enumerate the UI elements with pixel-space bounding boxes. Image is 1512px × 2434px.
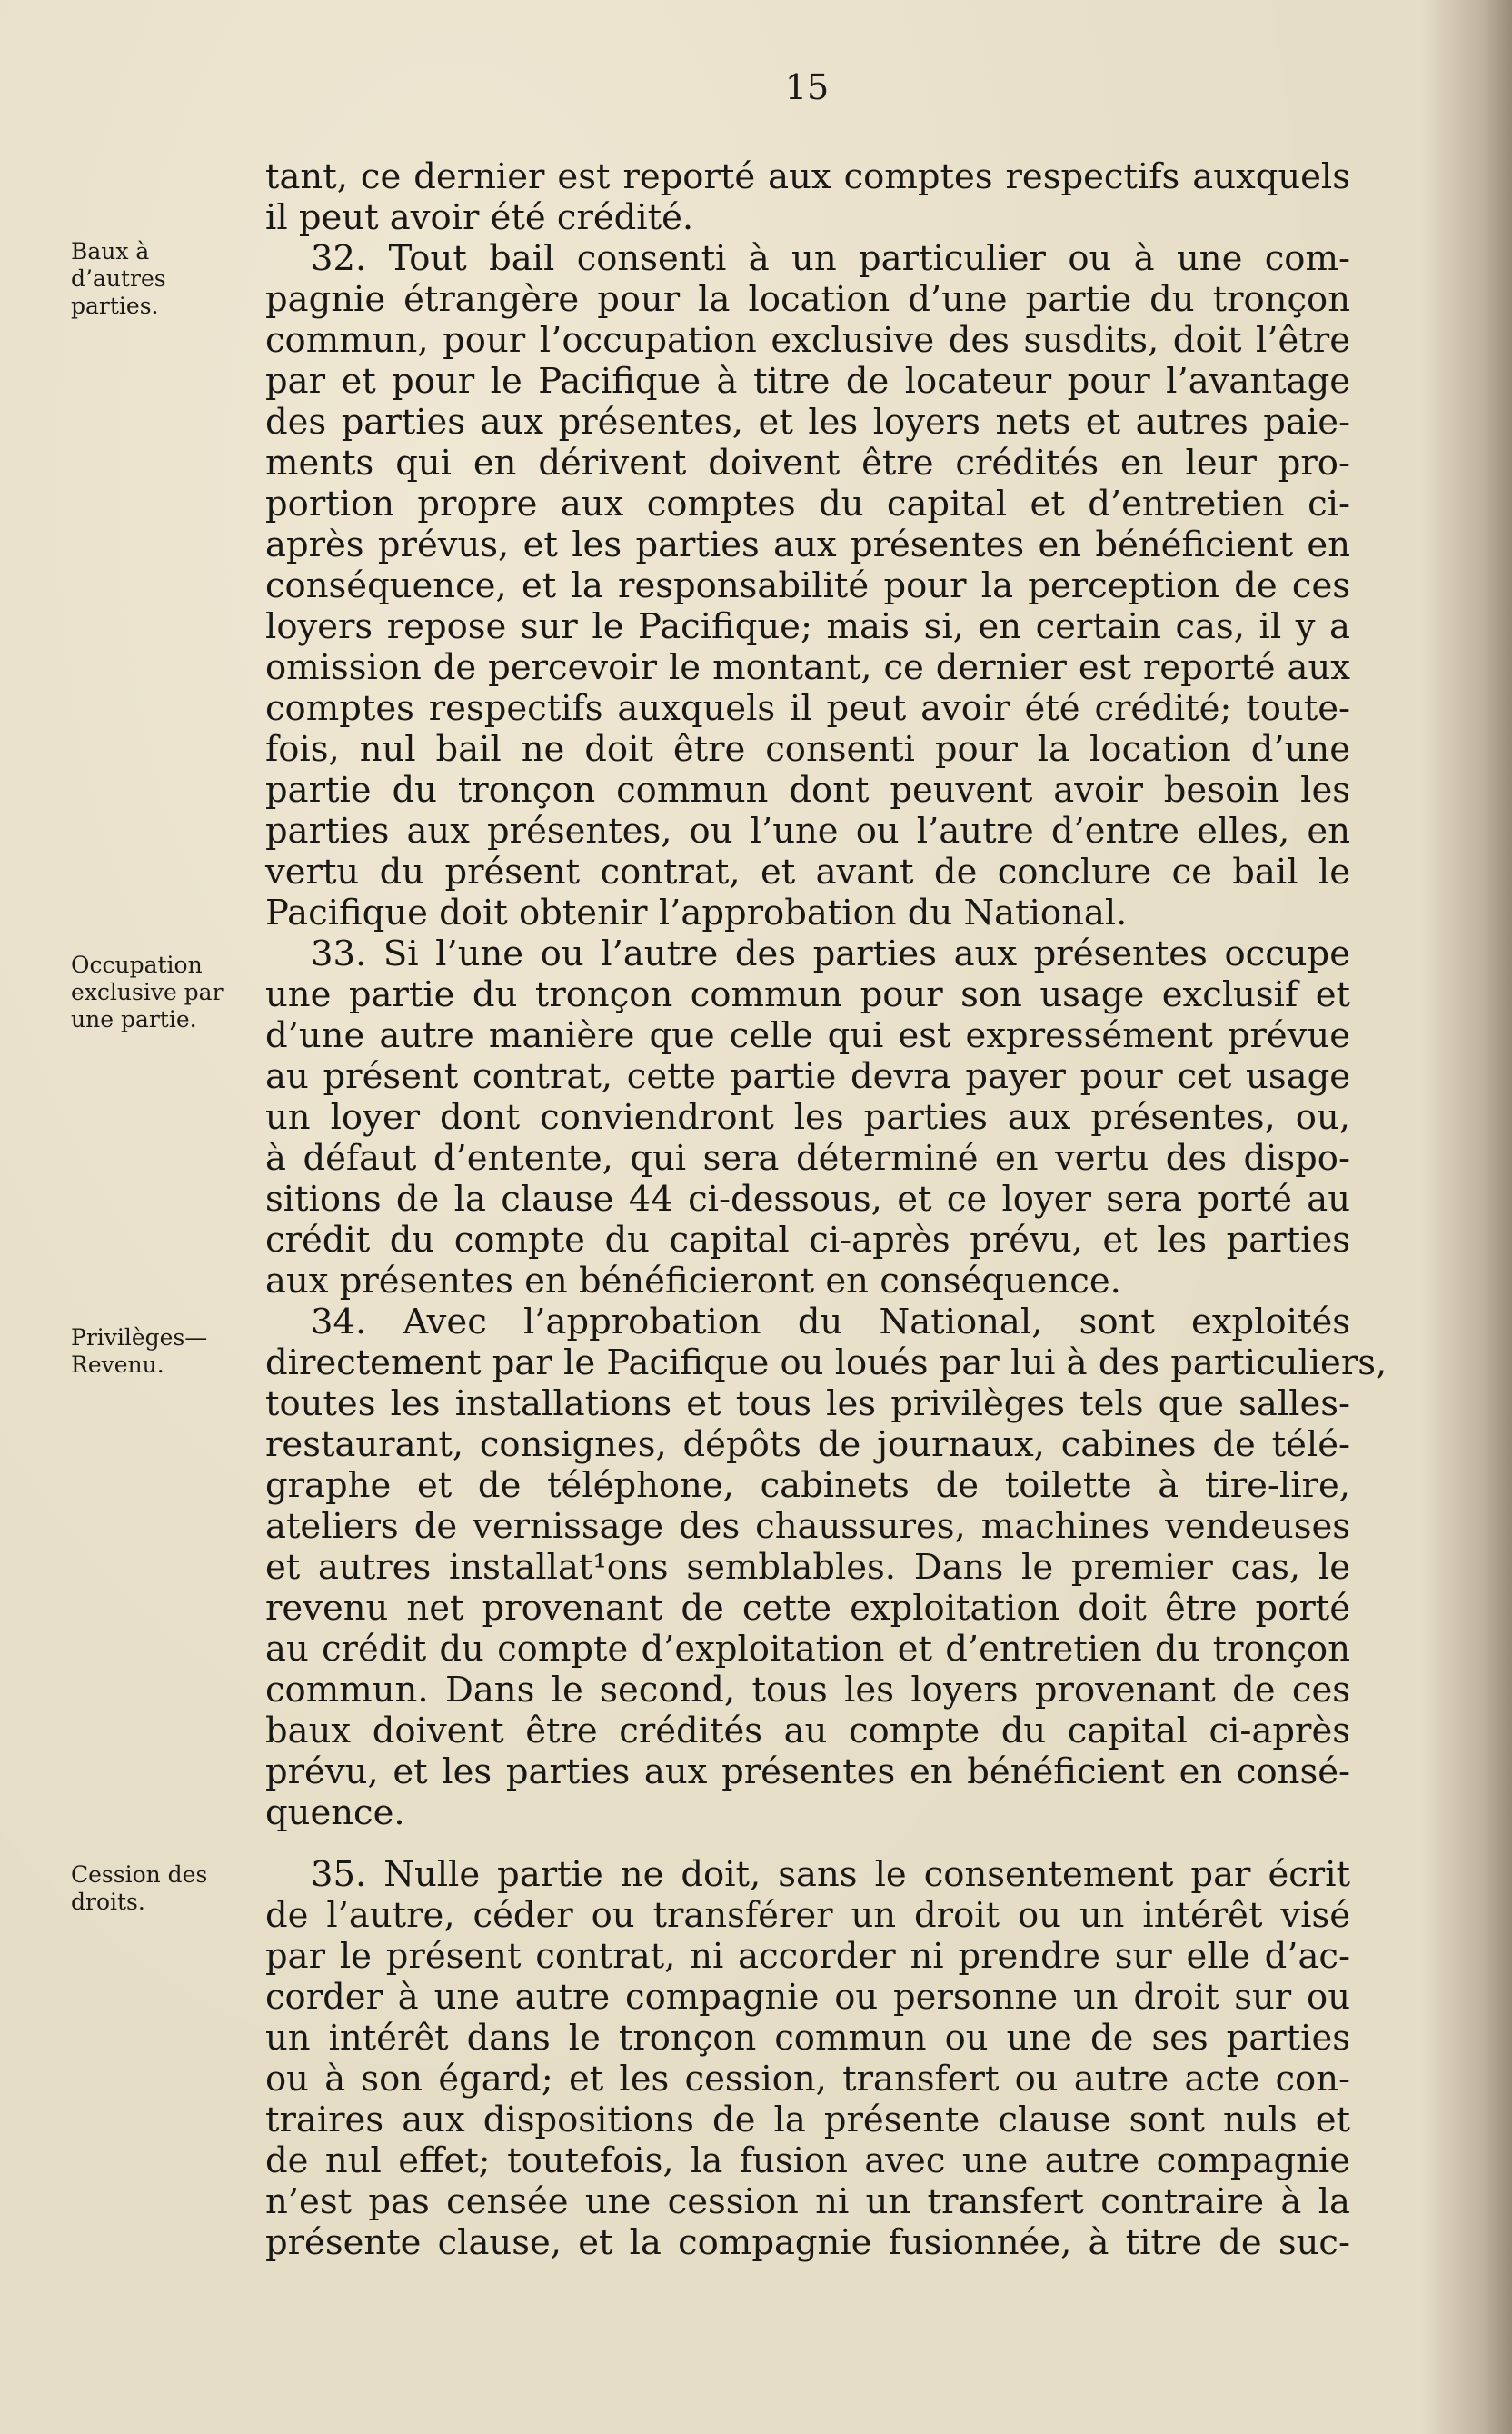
text-line: ments qui en dérivent doivent être crédités en leur pro- bbox=[265, 443, 1350, 484]
text-line: revenu net provenant de cette exploitation doit être porté bbox=[265, 1588, 1350, 1629]
text-line: restaurant, consignes, dépôts de journaux, cabines de télé- bbox=[265, 1424, 1350, 1465]
text-line: fois, nul bail ne doit être consenti pour la location d’une bbox=[265, 729, 1350, 770]
margin-note-line: une partie. bbox=[71, 1006, 197, 1032]
text-line: tant, ce dernier est reporté aux comptes respectifs auxquels bbox=[265, 156, 1350, 197]
text-line: Pacifique doit obtenir l’approbation du National. bbox=[265, 893, 1128, 933]
text-line: corder à une autre compagnie ou personne un droit sur ou bbox=[265, 1977, 1350, 2018]
text-line: 33. Si l’une ou l’autre des parties aux présentes occupe bbox=[311, 933, 1350, 974]
text-line: sitions de la clause 44 ci-dessous, et ce loyer sera porté au bbox=[265, 1179, 1350, 1220]
text-line: 32. Tout bail consenti à un particulier ou à une com- bbox=[311, 238, 1350, 279]
margin-note-line: Cession des bbox=[71, 1861, 208, 1888]
text-line: après prévus, et les parties aux présentes en bénéficient en bbox=[265, 524, 1350, 565]
text-line: baux doivent être crédités au compte du capital ci-après bbox=[265, 1711, 1350, 1751]
margin-note-line: parties. bbox=[71, 293, 159, 319]
text-line: par et pour le Pacifique à titre de locateur pour l’avantage bbox=[265, 361, 1350, 402]
text-line: directement par le Pacifique ou loués par lui à des particuliers, bbox=[265, 1342, 1388, 1383]
text-line: à défaut d’entente, qui sera déterminé en vertu des dispo- bbox=[265, 1138, 1350, 1179]
margin-note-line: Baux à bbox=[71, 238, 150, 264]
text-line: 35. Nulle partie ne doit, sans le consentement par écrit bbox=[311, 1854, 1350, 1895]
text-line: il peut avoir été crédité. bbox=[265, 197, 694, 238]
text-line: prévu, et les parties aux présentes en bénéficient en consé- bbox=[265, 1751, 1350, 1792]
text-line: de nul effet; toutefois, la fusion avec une autre compagnie bbox=[265, 2140, 1350, 2181]
page-number: 15 bbox=[784, 67, 830, 107]
text-line: commun, pour l’occupation exclusive des susdits, doit l’être bbox=[265, 320, 1350, 361]
margin-note-line: droits. bbox=[71, 1889, 145, 1915]
text-line: un loyer dont conviendront les parties aux présentes, ou, bbox=[265, 1097, 1350, 1138]
margin-note-line: Revenu. bbox=[71, 1352, 164, 1378]
text-line: omission de percevoir le montant, ce dernier est reporté aux bbox=[265, 647, 1350, 688]
text-line: ou à son égard; et les cession, transfert ou autre acte con- bbox=[265, 2059, 1350, 2100]
text-line: présente clause, et la compagnie fusionnée, à titre de suc- bbox=[265, 2222, 1350, 2263]
margin-note-line: Occupation bbox=[71, 952, 203, 978]
text-line: vertu du présent contrat, et avant de conclure ce bail le bbox=[265, 852, 1350, 893]
text-line: loyers repose sur le Pacifique; mais si, en certain cas, il y a bbox=[265, 606, 1350, 647]
text-line: traires aux dispositions de la présente clause sont nuls et bbox=[265, 2100, 1350, 2140]
text-line: crédit du compte du capital ci-après prévu, et les parties bbox=[265, 1220, 1350, 1261]
text-line: au présent contrat, cette partie devra payer pour cet usage bbox=[265, 1056, 1350, 1097]
text-line: d’une autre manière que celle qui est expressément prévue bbox=[265, 1015, 1350, 1056]
text-line: de l’autre, céder ou transférer un droit ou un intérêt visé bbox=[265, 1895, 1350, 1936]
text-line: commun. Dans le second, tous les loyers provenant de ces bbox=[265, 1670, 1350, 1711]
text-line: toutes les installations et tous les privilèges tels que salles- bbox=[265, 1383, 1350, 1424]
margin-note-line: exclusive par bbox=[71, 979, 224, 1005]
text-line: graphe et de téléphone, cabinets de toilette à tire-lire, bbox=[265, 1465, 1350, 1506]
text-line: par le présent contrat, ni accorder ni prendre sur elle d’ac- bbox=[265, 1936, 1350, 1977]
text-line: ateliers de vernissage des chaussures, machines vendeuses bbox=[265, 1506, 1350, 1547]
text-line: un intérêt dans le tronçon commun ou une de ses parties bbox=[265, 2018, 1350, 2059]
text-line: quence. bbox=[265, 1792, 405, 1833]
text-line: 34. Avec l’approbation du National, sont exploités bbox=[311, 1302, 1350, 1342]
text-line: et autres installat¹ons semblables. Dans le premier cas, le bbox=[265, 1547, 1350, 1588]
text-line: aux présentes en bénéficieront en conséquence. bbox=[265, 1261, 1121, 1302]
text-line: des parties aux présentes, et les loyers nets et autres paie- bbox=[265, 402, 1350, 443]
text-line: parties aux présentes, ou l’une ou l’autre d’entre elles, en bbox=[265, 811, 1350, 852]
text-line: au crédit du compte d’exploitation et d’entretien du tronçon bbox=[265, 1629, 1350, 1670]
text-line: partie du tronçon commun dont peuvent avoir besoin les bbox=[265, 770, 1350, 811]
text-line: n’est pas censée une cession ni un transfert contraire à la bbox=[265, 2181, 1350, 2222]
margin-note-line: Privilèges— bbox=[71, 1324, 208, 1351]
text-line: pagnie étrangère pour la location d’une partie du tronçon bbox=[265, 279, 1350, 320]
margin-note-line: d’autres bbox=[71, 265, 166, 292]
text-line: une partie du tronçon commun pour son usage exclusif et bbox=[265, 974, 1350, 1015]
text-line: portion propre aux comptes du capital et d’entretien ci- bbox=[265, 484, 1350, 524]
text-line: conséquence, et la responsabilité pour la perception de ces bbox=[265, 565, 1350, 606]
text-line: comptes respectifs auxquels il peut avoir été crédité; toute- bbox=[265, 688, 1350, 729]
